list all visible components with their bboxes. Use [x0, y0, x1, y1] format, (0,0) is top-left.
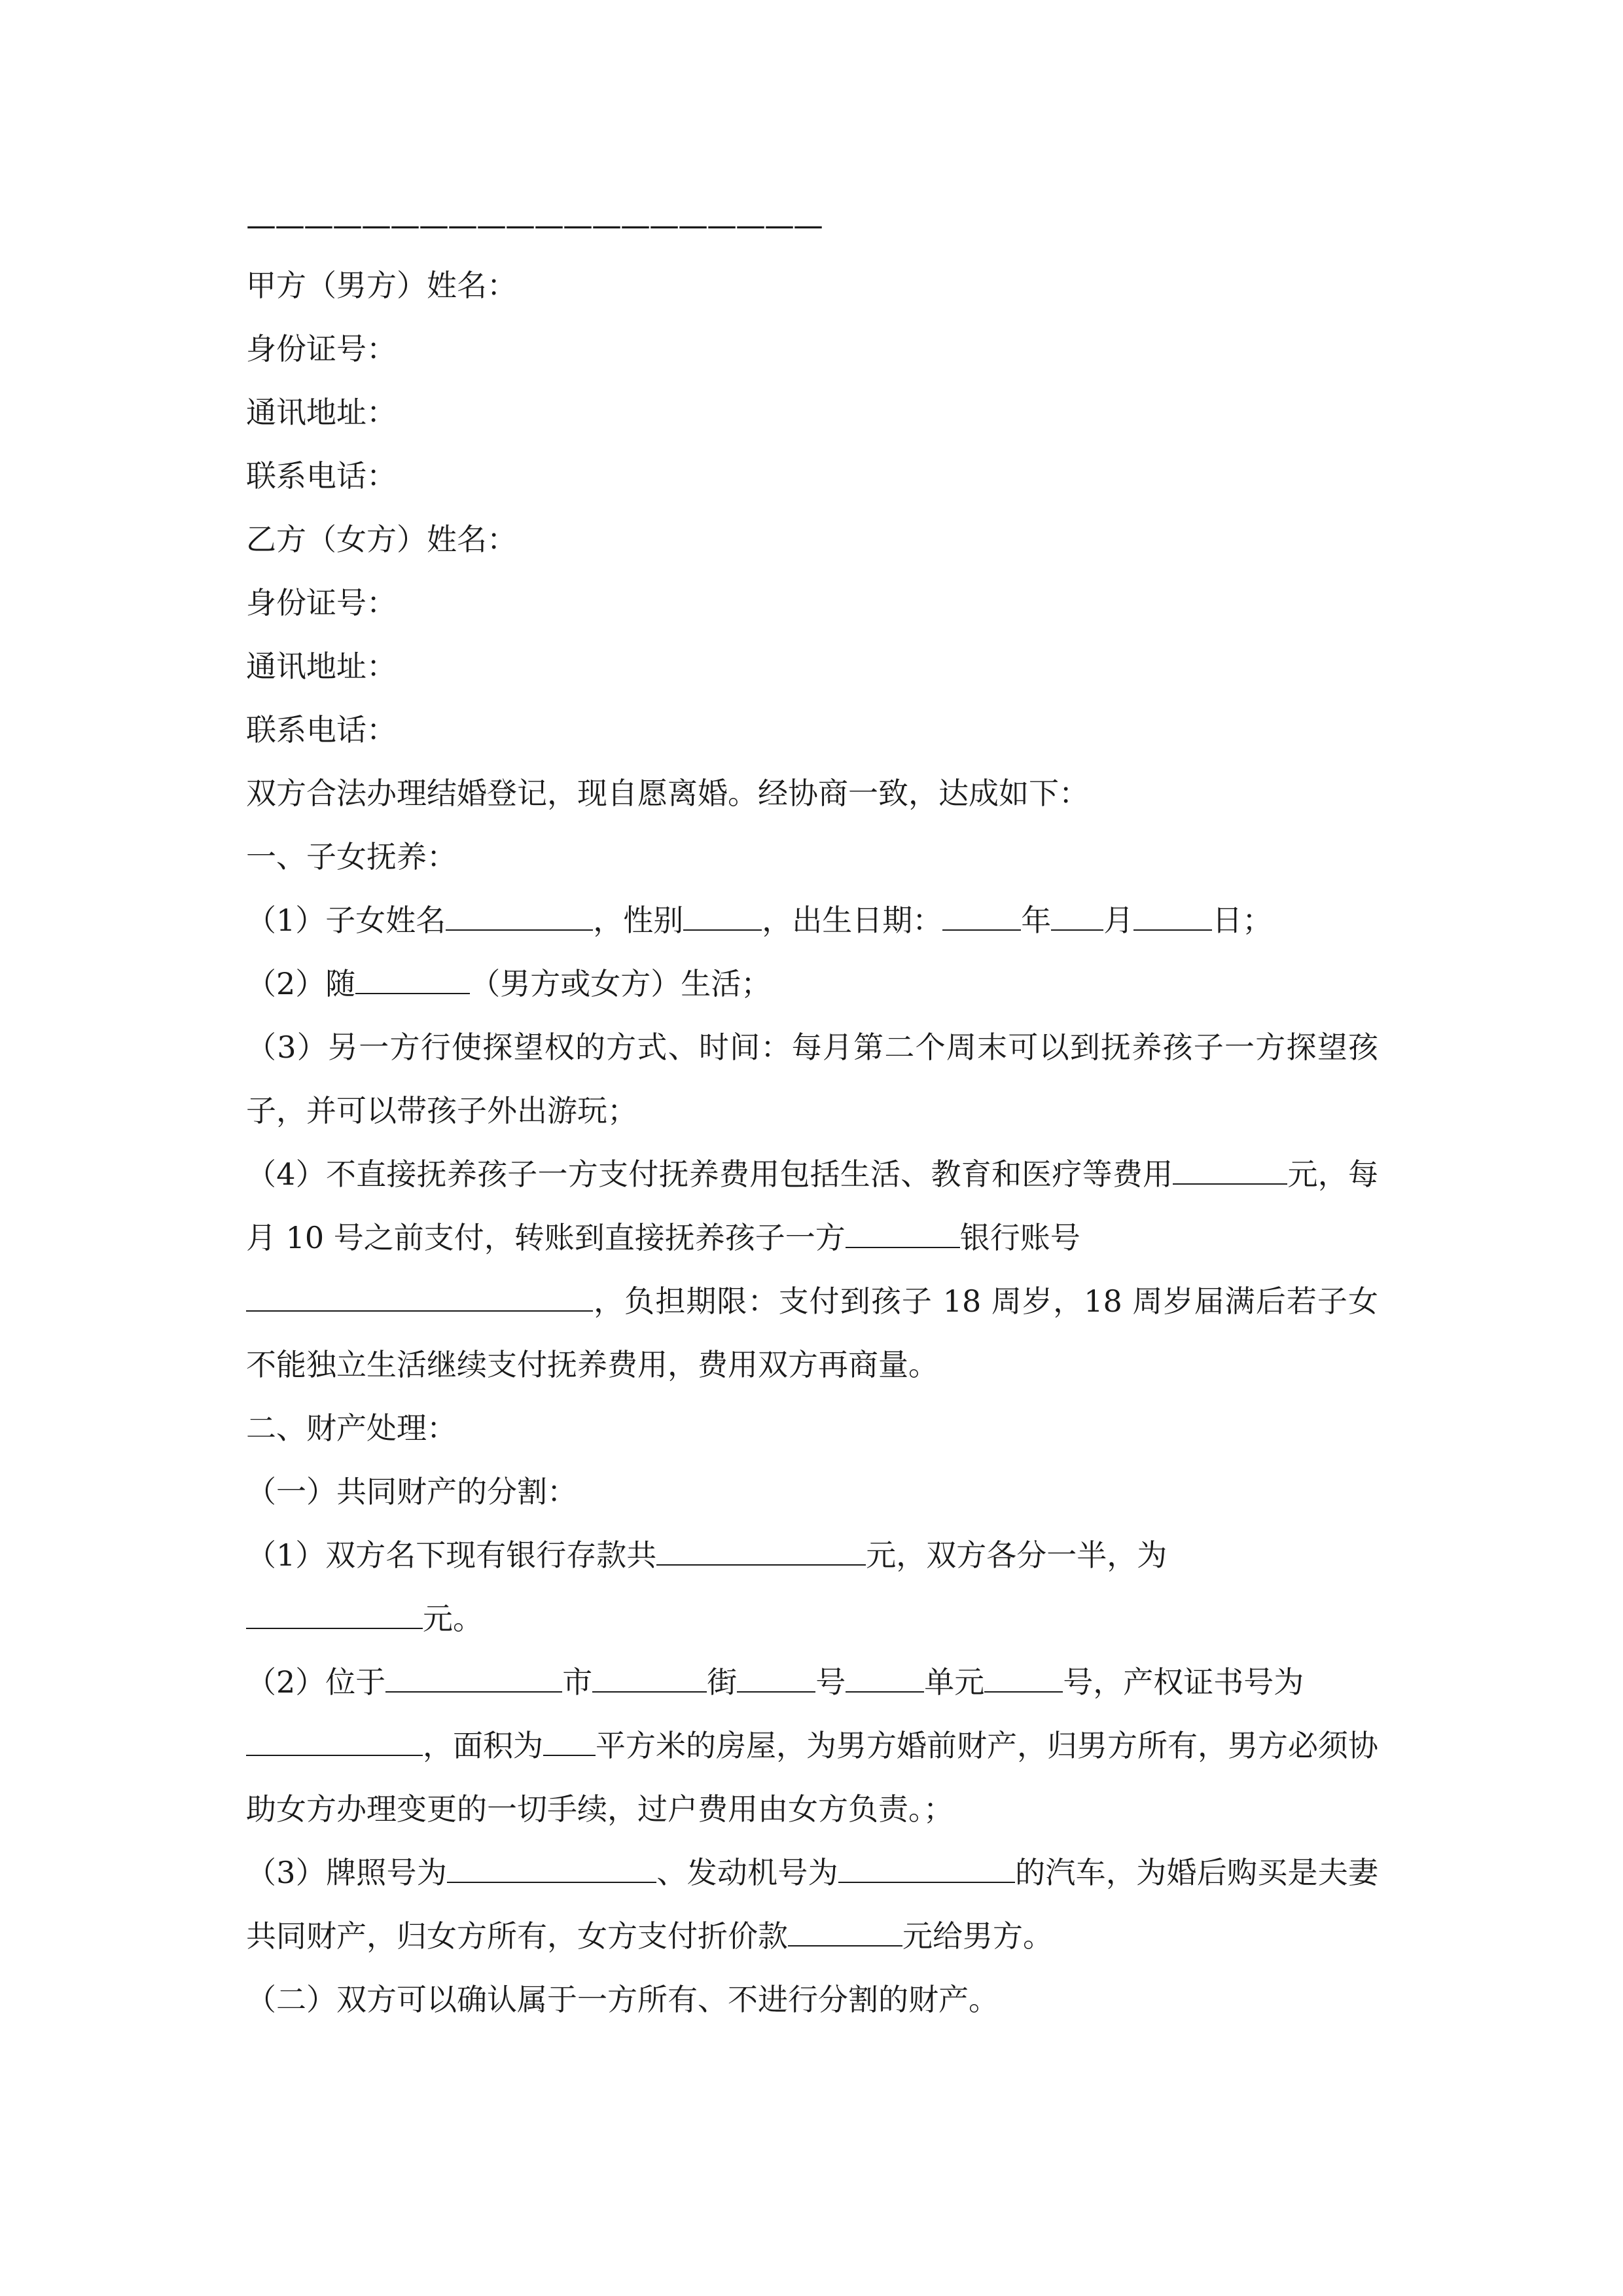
party-b-address-label: 通讯地址： [246, 649, 397, 684]
house-unit-blank [846, 1666, 924, 1693]
separate-property-heading: （二）双方可以确认属于一方所有、不进行分割的财产。 [246, 1982, 999, 2017]
bank-account-blank [246, 1285, 593, 1312]
bank-name-blank [846, 1222, 960, 1248]
deposit-text-3: 元。 [423, 1601, 483, 1636]
section-2-heading: 二、财产处理： [246, 1410, 457, 1446]
party-a-address-label: 通讯地址： [246, 395, 397, 430]
party-a-phone-label: 联系电话： [246, 458, 397, 493]
support-text-3: 银行账号 [959, 1220, 1080, 1255]
party-b-name-label: 乙方（女方）姓名： [246, 522, 517, 557]
party-b-id-label: 身份证号： [246, 585, 397, 620]
house-number-label: 号 [815, 1664, 846, 1700]
house-room-label: 号，产权证书号为 [1063, 1664, 1304, 1700]
support-text-1: （4）不直接抚养孩子一方支付抚养费用包括生活、教育和医疗等费用 [246, 1157, 1173, 1192]
party-a-name-label: 甲方（男方）姓名： [246, 268, 517, 303]
birth-day-blank [1133, 905, 1212, 931]
deposit-text-2: 元，双方各分一半，为 [866, 1537, 1168, 1573]
support-amount-blank [1173, 1158, 1287, 1185]
birth-year-blank [942, 905, 1021, 931]
top-rule: ———————————————————— [246, 207, 822, 243]
party-b-phone-label: 联系电话： [246, 712, 397, 747]
car-text-2: 、发动机号为 [656, 1855, 838, 1890]
custody-line [246, 952, 1378, 1016]
intro-text: 双方合法办理结婚登记，现自愿离婚。经协商一致，达成如下： [246, 776, 1089, 811]
license-plate-blank [447, 1857, 656, 1883]
house-city-blank [385, 1666, 562, 1693]
car-text-3: 的汽车，为婚后购买是夫妻共同财产，归女方所有，女方支付折价款 [246, 1855, 1378, 1954]
deposit-total-blank [656, 1539, 866, 1566]
year-label: 年 [1021, 903, 1052, 938]
month-label: 月 [1103, 903, 1134, 938]
visitation-paragraph: （3）另一方行使探望权的方式、时间：每月第二个周末可以到抚养孩子一方探望孩子，并可以带孩子外出游玩； [246, 1030, 1378, 1128]
house-text-1: （2）位于 [246, 1664, 386, 1700]
house-room-blank [984, 1666, 1063, 1693]
house-street-label: 街 [707, 1664, 738, 1700]
custody-blank [355, 968, 470, 994]
day-label: 日； [1212, 903, 1273, 938]
section-1-heading: 一、子女抚养： [246, 839, 457, 874]
child-gender-label: ，性别 [593, 903, 684, 938]
child-birth-label: ，出生日期： [762, 903, 943, 938]
house-text-end: 平方米的房屋，为男方婚前财产，归男方所有，男方必须协助女方办理变更的一切手续，过户费用由女方负责。； [246, 1728, 1378, 1827]
deposit-text-1: （1）双方名下现有银行存款共 [246, 1537, 657, 1573]
house-street-blank [592, 1666, 707, 1693]
joint-property-heading: （一）共同财产的分割： [246, 1474, 577, 1509]
property-cert-blank [246, 1730, 423, 1756]
custody-suffix: （男方或女方）生活； [470, 966, 772, 1001]
custody-label: （2）随 [246, 966, 356, 1001]
support-text-4: ，负担期限：支付到孩子 18 周岁，18 周岁届满后若子女不能独立生活继续支付抚养费用，费用双方再商量。 [246, 1283, 1378, 1382]
support-payment-paragraph [246, 1143, 1378, 1397]
child-gender-blank [683, 905, 762, 931]
child-name-label: （1）子女姓名 [246, 903, 446, 938]
house-number-blank [737, 1666, 815, 1693]
deposit-half-blank [246, 1603, 423, 1629]
engine-number-blank [838, 1857, 1015, 1883]
party-a-id-label: 身份证号： [246, 331, 397, 367]
agreement-body [246, 196, 1378, 2032]
child-name-blank [446, 905, 593, 931]
house-city-label: 市 [562, 1664, 593, 1700]
car-text-1: （3）牌照号为 [246, 1855, 448, 1890]
house-area-blank [543, 1730, 596, 1756]
car-price-blank [788, 1920, 902, 1946]
house-area-label: ，面积为 [423, 1728, 543, 1763]
house-paragraph [246, 1651, 1378, 1841]
house-unit-label: 单元 [924, 1664, 985, 1700]
car-paragraph [246, 1841, 1378, 1968]
bank-deposit-paragraph [246, 1524, 1378, 1651]
car-text-4: 元给男方。 [902, 1918, 1053, 1954]
child-info-line [246, 889, 1378, 952]
support-text-2: 元，每月 10 号之前支付，转账到直接抚养孩子一方 [246, 1157, 1378, 1255]
birth-month-blank [1051, 905, 1103, 931]
